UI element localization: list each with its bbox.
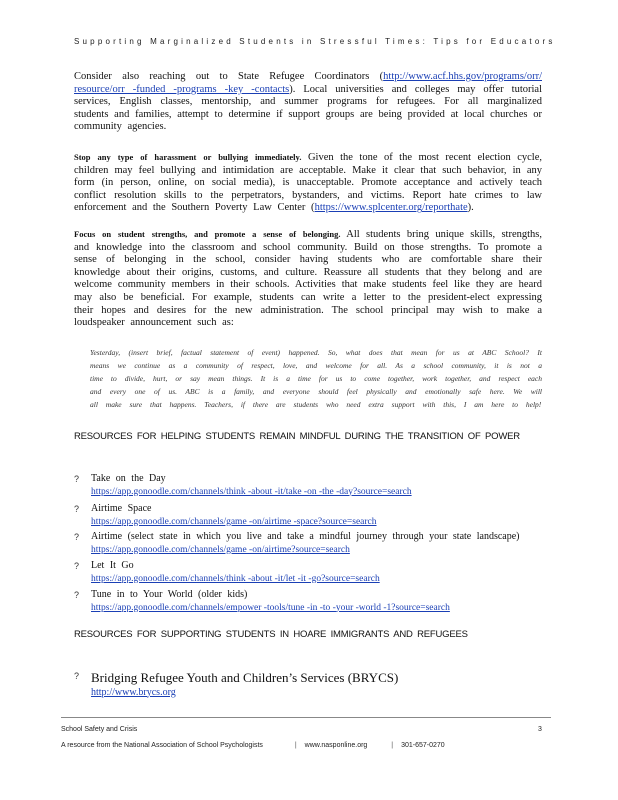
brycs-title: Bridging Refugee Youth and Children’s Services (BRYCS) (91, 670, 399, 685)
resource-item (74, 473, 544, 498)
footer-separator: | (391, 742, 394, 749)
splcenter-report-link[interactable]: https://www.splcenter.org/reporthate (314, 202, 468, 214)
footer-website-link[interactable]: www.nasponline.org (304, 742, 368, 749)
orr-contacts-link[interactable]: http://www.acf.hhs.gov/programs/orr/ resource/orr -funded -programs -key -contacts (74, 71, 542, 95)
footer-nasp-credit: A resource from the National Association of School Psychologists (61, 742, 263, 749)
footer-separator: | (294, 742, 297, 749)
footer-section-title: School Safety and Crisis (61, 726, 138, 733)
para3-bold-lead: Focus on student strengths, and promote a sense of belonging. (74, 229, 341, 239)
resource-item-label: Let It Go (91, 560, 134, 571)
paragraph-stop-bullying (74, 151, 542, 215)
para1-text-end: ). Local universities and colleges may offer tutorial services, English classes, mentorship, and summer programs for refugees. For all marginalized students and families, attempt to determine if support groups are being provided at local churches or community agencies. (74, 83, 543, 133)
resource-item (74, 560, 544, 585)
principal-announcement-quote: Yesterday, (insert brief, factual statement of event) happened. So, what does that mean for us at ABC School? It means we continue as a community of respect, love, and welcome for all. As a school community, it is not a time to divide, hurt, or say mean things. It is a time for us to come together, work together, and respect each and every one of us. ABC is a family, and everyone should feel physically and emotionally safe here. We will all make sure that happens. Teachers, if there are students who need extra support with this, I am here to help! (90, 348, 542, 409)
bullet-glyph: ? (74, 671, 80, 681)
bullet-glyph: ? (74, 532, 80, 542)
resources-immigrants-heading: RESOURCES FOR SUPPORTING STUDENTS IN HOARE IMMIGRANTS AND REFUGEES (74, 629, 468, 640)
footer-divider (61, 717, 551, 718)
resource-item-link[interactable]: https://app.gonoodle.com/channels/empower -tools/tune -in -to -your -world -1?source=search (91, 602, 450, 613)
bullet-glyph: ? (74, 504, 80, 514)
resource-item-label: Tune in to Your World (older kids) (91, 589, 248, 600)
resource-item-brycs (74, 670, 544, 699)
resource-item (74, 503, 544, 528)
para2-text: Given the tone of the most recent election cycle, children may feel bullying and intimidation are acceptable. Make it clear that such behavior, in any form (in person, online, on social media), is unacceptable. Promote acceptance and actively teach conflict resolution skills to the perpetrators, bystanders, and victims. Report hate crimes to law enforcement and the Southern Poverty Law Center ( (74, 152, 543, 214)
resource-item-link[interactable]: https://app.gonoodle.com/channels/think -about -it/take -on -the -day?source=search (91, 486, 412, 497)
brycs-link[interactable]: http://www.brycs.org (91, 686, 176, 698)
resource-item (74, 531, 544, 556)
resource-item-label: Airtime (select state in which you live and take a mindful journey through your state landscape) (91, 531, 520, 542)
resource-item-label: Take on the Day (91, 473, 166, 484)
bullet-glyph: ? (74, 561, 80, 571)
paragraph-student-strengths (74, 228, 542, 330)
resource-item (74, 589, 544, 614)
para3-text: All students bring unique skills, strengths, and knowledge into the classroom and school community. Build on those strengths. To promote a sense of belonging in the school, consider having students who are comfortable share their knowledge about their origins, customs, and culture. Reassure all students that they belong and are welcome community members in their schools. Activities that make students feel like they are heard may also be beneficial. For example, students can write a letter to the president-elect expressing their hopes and desires for the new administration. The school principal may wish to make a loudspeaker announcement such as: (74, 229, 543, 329)
footer-phone: 301-657-0270 (401, 742, 445, 749)
bullet-glyph: ? (74, 590, 80, 600)
paragraph-state-refugee-coordinators (74, 71, 542, 134)
resources-mindful-heading: RESOURCES FOR HELPING STUDENTS REMAIN MINDFUL DURING THE TRANSITION OF POWER (74, 431, 520, 442)
running-header: Supporting Marginalized Students in Stressful Times: Tips for Educators (74, 37, 556, 46)
resource-item-label: Airtime Space (91, 503, 152, 514)
bullet-glyph: ? (74, 474, 80, 484)
para2-bold-lead: Stop any type of harassment or bullying immediately. (74, 152, 302, 162)
para1-text-start: Consider also reaching out to State Refugee Coordinators ( (74, 71, 384, 82)
resource-item-link[interactable]: https://app.gonoodle.com/channels/game -on/airtime -space?source=search (91, 516, 377, 527)
para2-text-end: ). (467, 202, 474, 214)
resource-item-link[interactable]: https://app.gonoodle.com/channels/game -on/airtime?source=search (91, 544, 350, 555)
resource-item-link[interactable]: https://app.gonoodle.com/channels/think -about -it/let -it -go?source=search (91, 573, 380, 584)
footer-resource-line (61, 742, 445, 749)
footer-page-number: 3 (538, 726, 542, 733)
